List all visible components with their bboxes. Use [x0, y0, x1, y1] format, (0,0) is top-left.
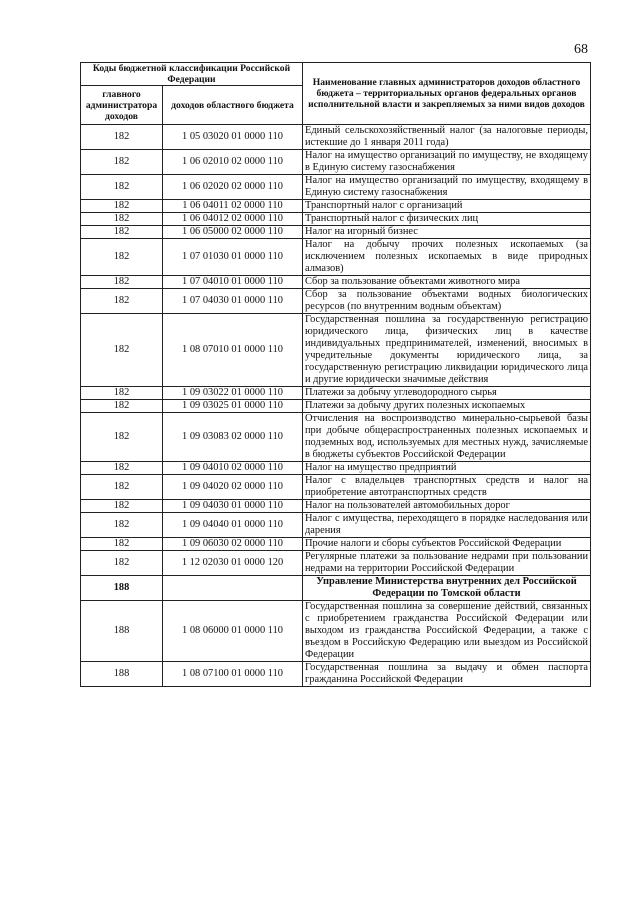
admin-code-cell: 182: [81, 387, 163, 400]
page-number: 68: [574, 42, 588, 57]
revenue-name-cell: Налог с имущества, переходящего в порядке наследования или дарения: [303, 513, 591, 538]
revenue-code-cell: 1 06 05000 02 0000 110: [163, 226, 303, 239]
revenue-code-cell: 1 08 07100 01 0000 110: [163, 662, 303, 687]
revenue-name-cell: Транспортный налог с физических лиц: [303, 213, 591, 226]
revenue-code-cell: [163, 576, 303, 601]
revenue-code-cell: 1 09 04020 02 0000 110: [163, 475, 303, 500]
admin-code-cell: 182: [81, 551, 163, 576]
header-codes-group: Коды бюджетной классификации Российской Федерации: [81, 63, 303, 86]
header-admin-column: главного администратора доходов: [81, 86, 163, 125]
header-name-column: Наименование главных администраторов доходов областного бюджета – территориальных органов федеральных органов исполнительной власти и закрепляемых за ними видов доходов: [303, 63, 591, 125]
revenue-name-cell: Отчисления на воспроизводство минерально-сырьевой базы при добыче общераспространенных полезных ископаемых и подземных вод, используемых для местных нужд, зачисляемые в бюджеты субъектов Российской Федерации: [303, 413, 591, 462]
table-header-row: [81, 63, 591, 86]
admin-code-cell: 182: [81, 239, 163, 276]
table-row: [81, 475, 591, 500]
admin-code-cell: 182: [81, 200, 163, 213]
table-row: [81, 513, 591, 538]
table-row: [81, 213, 591, 226]
header-code-column: доходов областного бюджета: [163, 86, 303, 125]
revenue-code-cell: 1 12 02030 01 0000 120: [163, 551, 303, 576]
revenue-name-cell: Налог на имущество организаций по имуществу, не входящему в Единую систему газоснабжения: [303, 150, 591, 175]
admin-code-cell: 188: [81, 662, 163, 687]
revenue-code-cell: 1 06 04011 02 0000 110: [163, 200, 303, 213]
revenue-name-cell: Государственная пошлина за выдачу и обмен паспорта гражданина Российской Федерации: [303, 662, 591, 687]
table-row: [81, 400, 591, 413]
table-row: [81, 314, 591, 387]
revenue-name-cell: Налог с владельцев транспортных средств и налог на приобретение автотранспортных средств: [303, 475, 591, 500]
admin-code-cell: 182: [81, 289, 163, 314]
revenue-code-cell: 1 09 04010 02 0000 110: [163, 462, 303, 475]
table-row: [81, 125, 591, 150]
budget-classification-table: [80, 62, 591, 687]
table-row: [81, 226, 591, 239]
revenue-name-cell: Налог на игорный бизнес: [303, 226, 591, 239]
revenue-name-cell: Платежи за добычу других полезных ископаемых: [303, 400, 591, 413]
revenue-code-cell: 1 08 07010 01 0000 110: [163, 314, 303, 387]
admin-code-cell: 188: [81, 601, 163, 662]
admin-code-cell: 182: [81, 462, 163, 475]
revenue-code-cell: 1 07 04030 01 0000 110: [163, 289, 303, 314]
revenue-name-cell: Государственная пошлина за государственную регистрацию юридического лица, физических лиц в качестве индивидуальных предпринимателей, изменений, вносимых в учредительные документы юридического лица, за государственную регистрацию ликвидации юридического лица и другие юридически значимые действия: [303, 314, 591, 387]
revenue-name-cell: Налог на имущество организаций по имуществу, входящему в Единую систему газоснабжения: [303, 175, 591, 200]
admin-code-cell: 182: [81, 226, 163, 239]
revenue-code-cell: 1 09 06030 02 0000 110: [163, 538, 303, 551]
revenue-name-cell: Единый сельскохозяйственный налог (за налоговые периоды, истекшие до 1 января 2011 года): [303, 125, 591, 150]
table-row: [81, 276, 591, 289]
table-row: [81, 239, 591, 276]
revenue-code-cell: 1 09 04030 01 0000 110: [163, 500, 303, 513]
table-row: [81, 538, 591, 551]
table-row: [81, 500, 591, 513]
table-row: [81, 200, 591, 213]
admin-code-cell: 182: [81, 175, 163, 200]
revenue-name-cell: Прочие налоги и сборы субъектов Российской Федерации: [303, 538, 591, 551]
revenue-code-cell: 1 05 03020 01 0000 110: [163, 125, 303, 150]
table-row: [81, 150, 591, 175]
table-row: [81, 462, 591, 475]
revenue-code-cell: 1 07 01030 01 0000 110: [163, 239, 303, 276]
table-row: [81, 551, 591, 576]
admin-code-cell: 182: [81, 475, 163, 500]
revenue-name-cell: Сбор за пользование объектами водных биологических ресурсов (по внутренним водным объектам): [303, 289, 591, 314]
table-row: [81, 601, 591, 662]
table-row: [81, 289, 591, 314]
admin-code-cell: 182: [81, 400, 163, 413]
revenue-name-cell: Платежи за добычу углеводородного сырья: [303, 387, 591, 400]
admin-code-cell: 182: [81, 314, 163, 387]
table-row: [81, 387, 591, 400]
revenue-code-cell: 1 06 02010 02 0000 110: [163, 150, 303, 175]
table-row: [81, 413, 591, 462]
revenue-name-cell: Налог на имущество предприятий: [303, 462, 591, 475]
admin-code-cell: 188: [81, 576, 163, 601]
admin-code-cell: 182: [81, 413, 163, 462]
table-row: [81, 662, 591, 687]
revenue-name-cell: Налог на пользователей автомобильных дорог: [303, 500, 591, 513]
revenue-name-cell: Управление Министерства внутренних дел Российской Федерации по Томской области: [303, 576, 591, 601]
admin-code-cell: 182: [81, 125, 163, 150]
revenue-code-cell: 1 09 03022 01 0000 110: [163, 387, 303, 400]
revenue-name-cell: Регулярные платежи за пользование недрами при пользовании недрами на территории Российской Федерации: [303, 551, 591, 576]
table-body: [81, 125, 591, 687]
revenue-code-cell: 1 07 04010 01 0000 110: [163, 276, 303, 289]
revenue-code-cell: 1 09 03083 02 0000 110: [163, 413, 303, 462]
revenue-code-cell: 1 08 06000 01 0000 110: [163, 601, 303, 662]
revenue-code-cell: 1 06 02020 02 0000 110: [163, 175, 303, 200]
revenue-name-cell: Государственная пошлина за совершение действий, связанных с приобретением гражданства Российской Федерации или выходом из гражданства Российской Федерации, а также с въездом в Российскую Федерацию или выездом из Российской Федерации: [303, 601, 591, 662]
section-row: [81, 576, 591, 601]
admin-code-cell: 182: [81, 500, 163, 513]
revenue-code-cell: 1 06 04012 02 0000 110: [163, 213, 303, 226]
admin-code-cell: 182: [81, 150, 163, 175]
revenue-name-cell: Налог на добычу прочих полезных ископаемых (за исключением полезных ископаемых в виде природных алмазов): [303, 239, 591, 276]
admin-code-cell: 182: [81, 276, 163, 289]
table-row: [81, 175, 591, 200]
admin-code-cell: 182: [81, 513, 163, 538]
admin-code-cell: 182: [81, 538, 163, 551]
admin-code-cell: 182: [81, 213, 163, 226]
revenue-name-cell: Транспортный налог с организаций: [303, 200, 591, 213]
revenue-code-cell: 1 09 03025 01 0000 110: [163, 400, 303, 413]
revenue-code-cell: 1 09 04040 01 0000 110: [163, 513, 303, 538]
revenue-name-cell: Сбор за пользование объектами животного мира: [303, 276, 591, 289]
